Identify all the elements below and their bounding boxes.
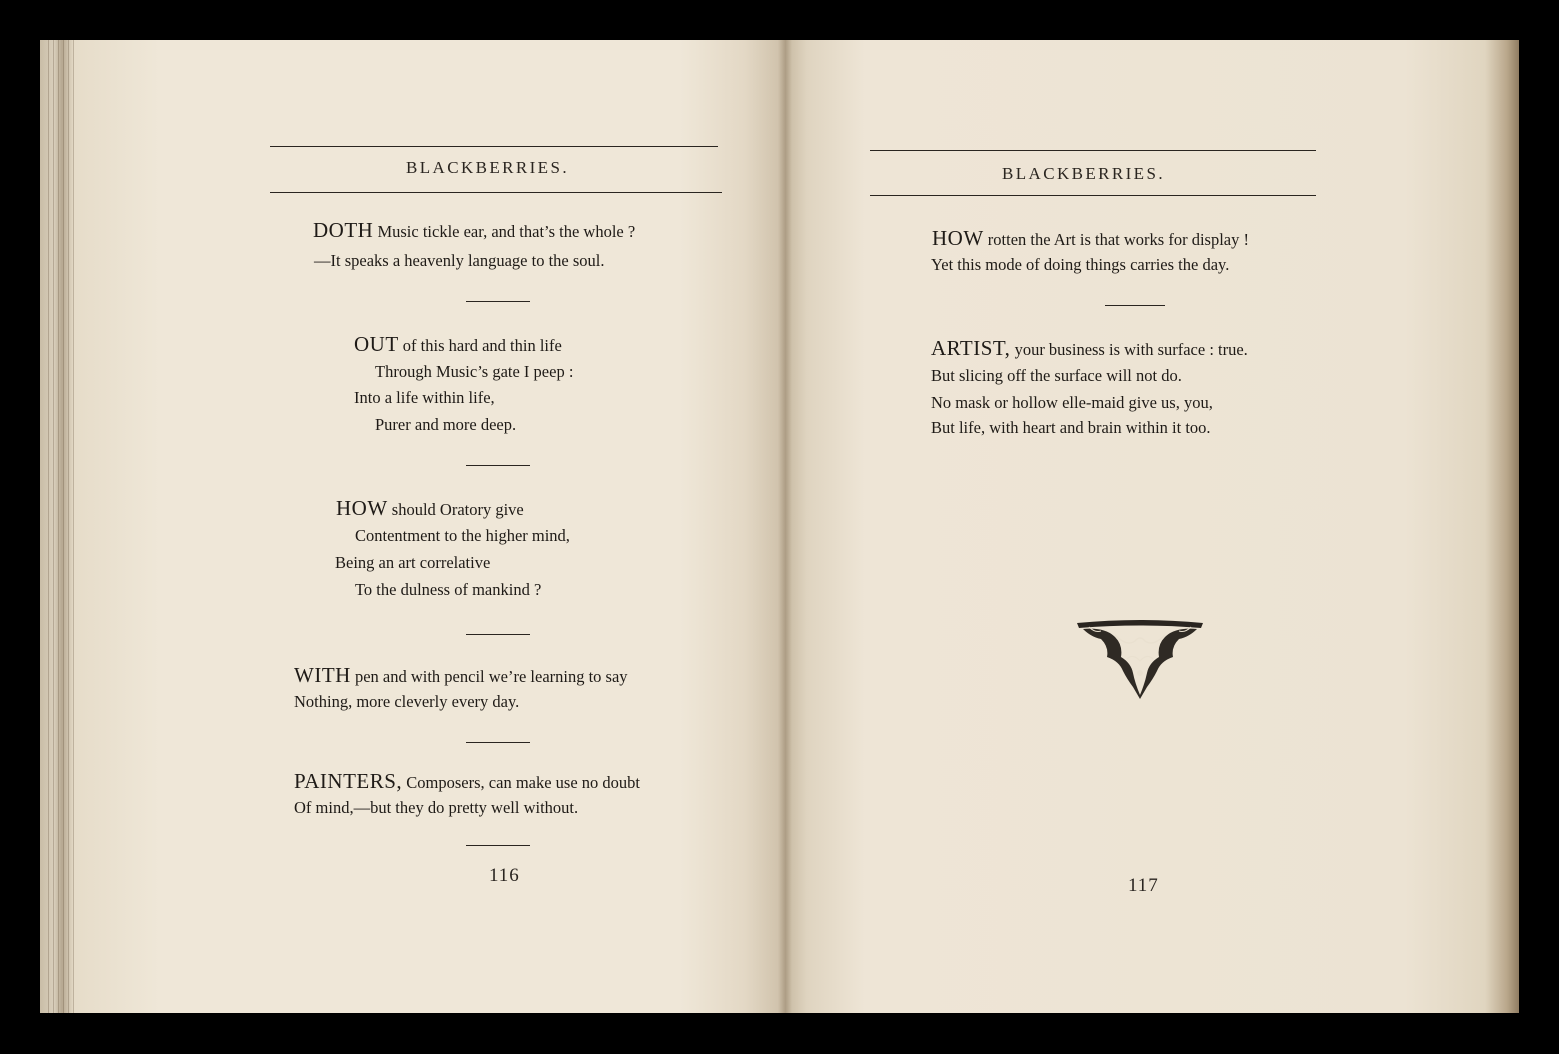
verse-line: ARTIST, your business is with surface : true. (931, 336, 1248, 360)
verse-line: Nothing, more cleverly every day. (294, 692, 520, 711)
head-rule-bottom (870, 195, 1316, 196)
verse-line: Of mind,—but they do pretty well without. (294, 798, 579, 817)
right-page (785, 40, 1519, 1013)
verse-line: Being an art correlative (335, 553, 491, 572)
section-divider (466, 465, 530, 466)
section-divider (466, 742, 530, 743)
running-head: BLACKBERRIES. (1002, 164, 1165, 183)
section-divider (1105, 305, 1165, 306)
verse-line: WITH pen and with pencil we’re learning to say (294, 663, 628, 687)
verse-line: To the dulness of mankind ? (355, 580, 542, 599)
open-book-spread (40, 40, 1519, 1013)
verse-line: HOW should Oratory give (336, 496, 524, 520)
section-divider (466, 301, 530, 302)
verse-line: But life, with heart and brain within it too. (931, 418, 1211, 437)
verse-line: PAINTERS, Composers, can make use no doubt (294, 769, 641, 793)
verse-line: DOTH Music tickle ear, and that’s the whole ? (313, 218, 636, 242)
verse-line: —It speaks a heavenly language to the soul. (314, 251, 605, 270)
head-rule-bottom (270, 192, 722, 193)
verse-line: But slicing off the surface will not do. (931, 366, 1182, 385)
head-rule-top (870, 150, 1316, 151)
verse-line: Into a life within life, (354, 388, 495, 407)
verse-line: Purer and more deep. (375, 415, 517, 434)
page-number: 117 (1128, 875, 1159, 896)
verse-line: Through Music’s gate I peep : (375, 362, 574, 381)
running-head: BLACKBERRIES. (406, 158, 569, 177)
left-page (40, 40, 785, 1013)
book-gutter (778, 40, 792, 1013)
verse-line: HOW rotten the Art is that works for display ! (932, 226, 1249, 250)
head-rule-top (270, 146, 718, 147)
section-divider (466, 634, 530, 635)
section-divider (466, 845, 530, 846)
verse-line: OUT of this hard and thin life (354, 332, 562, 356)
page-edges (48, 40, 74, 1013)
verse-line: Yet this mode of doing things carries the day. (931, 255, 1230, 274)
page-number: 116 (489, 865, 520, 886)
tailpiece-ornament-icon (1075, 617, 1205, 703)
verse-line: No mask or hollow elle-maid give us, you, (931, 393, 1213, 412)
verse-line: Contentment to the higher mind, (355, 526, 570, 545)
